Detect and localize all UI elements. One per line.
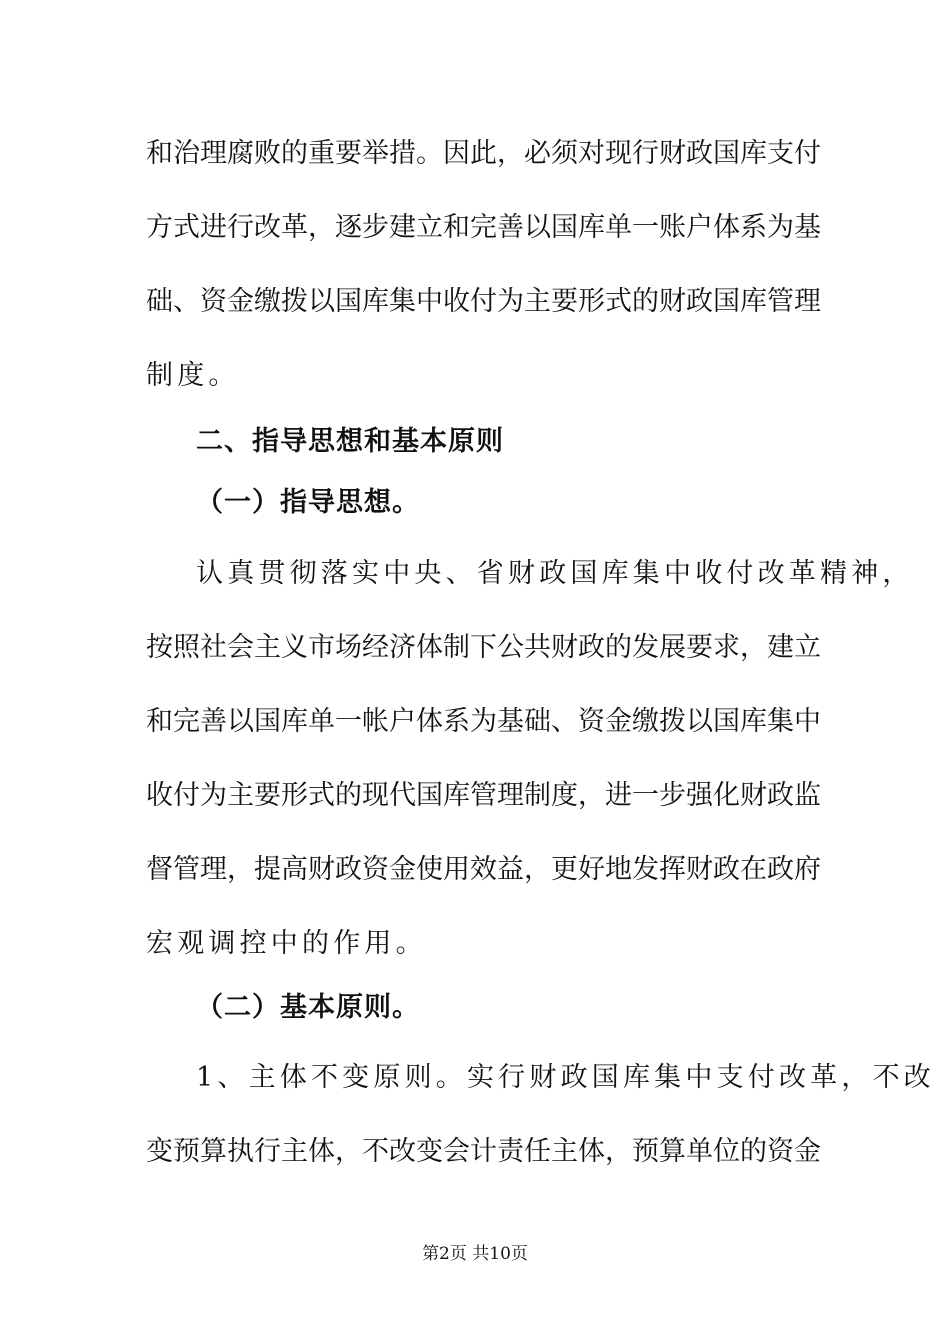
subsection-heading: （一）指导思想。 — [196, 487, 420, 518]
paragraph-line: 1、主体不变原则。实行财政国库集中支付改革，不改 — [196, 1062, 935, 1093]
paragraph-line: 认真贯彻落实中央、省财政国库集中收付改革精神， — [196, 558, 914, 589]
paragraph-line: 收付为主要形式的现代国库管理制度，进一步强化财政监 — [146, 780, 821, 811]
subsection-heading: （二）基本原则。 — [196, 992, 420, 1023]
paragraph-line: 础、资金缴拨以国库集中收付为主要形式的财政国库管理 — [146, 286, 821, 317]
paragraph-line: 督管理，提高财政资金使用效益，更好地发挥财政在政府 — [146, 854, 821, 885]
page-number-footer: 第2页 共10页 — [422, 1244, 528, 1264]
paragraph-line: 方式进行改革，逐步建立和完善以国库单一账户体系为基 — [146, 212, 821, 243]
section-heading: 二、指导思想和基本原则 — [196, 426, 504, 457]
paragraph-line: 按照社会主义市场经济体制下公共财政的发展要求，建立 — [146, 632, 821, 663]
paragraph-line: 制度。 — [146, 360, 240, 391]
paragraph-line: 变预算执行主体，不改变会计责任主体，预算单位的资金 — [146, 1136, 821, 1167]
paragraph-line: 和治理腐败的重要举措。因此，必须对现行财政国库支付 — [146, 138, 821, 169]
paragraph-line: 宏观调控中的作用。 — [146, 928, 427, 959]
paragraph-line: 和完善以国库单一帐户体系为基础、资金缴拨以国库集中 — [146, 706, 821, 737]
